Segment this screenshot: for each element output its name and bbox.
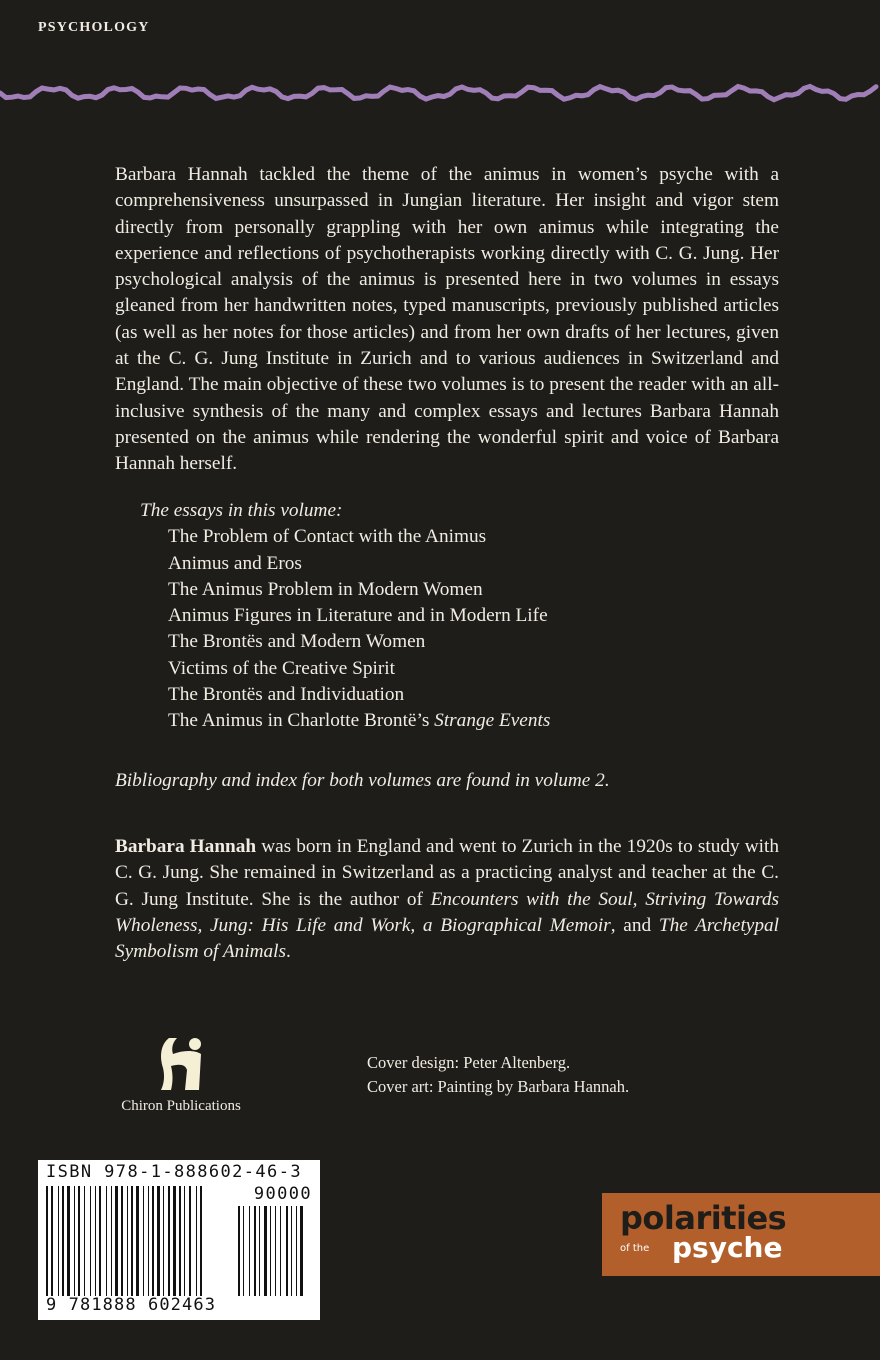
barcode-bar	[254, 1206, 256, 1296]
barcode-bar	[157, 1186, 160, 1296]
series-title-line3: psyche	[672, 1231, 783, 1264]
series-logo	[602, 1193, 880, 1276]
barcode-bar	[300, 1206, 303, 1296]
barcode-bar	[264, 1206, 267, 1296]
barcode-bar	[84, 1186, 85, 1296]
barcode-bar	[238, 1206, 240, 1296]
barcode-bar	[270, 1206, 271, 1296]
essay-list	[140, 524, 780, 734]
author-books: Encounters with the Soul, Striving Towards Wholeness, Jung: His Life and Work, a Biographical Memoir	[115, 888, 780, 936]
publisher-name: Chiron Publications	[121, 1098, 241, 1114]
barcode-bar	[189, 1186, 191, 1296]
barcode-bar	[259, 1206, 260, 1296]
barcode-bar	[67, 1186, 70, 1296]
essay-item	[168, 708, 780, 734]
essay-item: The Problem of Contact with the Animus	[168, 526, 487, 548]
author-bio-text: , and	[610, 914, 659, 936]
barcode-bar	[286, 1206, 288, 1296]
essay-item: Victims of the Creative Spirit	[168, 657, 395, 679]
barcode-bar	[280, 1206, 281, 1296]
series-title-line1: polarities	[620, 1199, 787, 1237]
barcode-digits: 9 781888 602463	[46, 1295, 217, 1315]
essay-list-section	[140, 498, 780, 735]
author-bio	[115, 834, 779, 965]
barcode-bar	[173, 1186, 176, 1296]
publisher-logo	[96, 1034, 266, 1115]
author-bio-text: was born in England and went to Zurich in the 1920s to study with C. G. Jung. She remained in Switzerland as a practicing analyst and teacher at the C. G. Jung Institute. She is the author of	[115, 836, 779, 910]
barcode-bar	[196, 1186, 197, 1296]
barcode-bar	[74, 1186, 75, 1296]
barcode-bar	[115, 1186, 118, 1296]
category-label: PSYCHOLOGY	[38, 20, 150, 35]
barcode-bar	[136, 1186, 139, 1296]
author-bio-text: .	[286, 941, 291, 963]
barcode-bar	[163, 1186, 164, 1296]
isbn-barcode	[38, 1160, 320, 1320]
author-books: The Archetypal Symbolism of Animals	[115, 914, 779, 963]
barcode-bar	[275, 1206, 276, 1296]
author-name: Barbara Hannah	[115, 836, 257, 857]
cover-art-credit: Cover art: Painting by Barbara Hannah.	[367, 1077, 630, 1096]
essay-item: Animus Figures in Literature and in Modern Life	[168, 605, 548, 627]
barcode-bar	[46, 1186, 48, 1296]
barcode-bar	[131, 1186, 133, 1296]
barcode-bar	[148, 1186, 149, 1296]
barcode-bar	[249, 1206, 250, 1296]
essay-item-prefix: The Animus in Charlotte Brontë’s	[168, 710, 435, 732]
barcode-bar	[90, 1186, 91, 1296]
barcode-bar	[99, 1186, 101, 1296]
barcode-bar	[243, 1206, 244, 1296]
barcode-bar	[296, 1206, 297, 1296]
essay-list-intro: The essays in this volume:	[140, 500, 343, 521]
barcode-bar	[121, 1186, 123, 1296]
cover-credits	[367, 1051, 629, 1099]
barcode-bar	[106, 1186, 107, 1296]
essay-item: The Brontës and Individuation	[168, 684, 405, 706]
essay-item-title: Strange Events	[434, 710, 551, 732]
barcode-bar	[51, 1186, 53, 1296]
barcode-bar	[58, 1186, 59, 1296]
essay-item: Animus and Eros	[168, 552, 302, 574]
essay-item: The Brontës and Modern Women	[168, 631, 426, 653]
barcode-bar	[184, 1186, 185, 1296]
barcode-bar	[62, 1186, 64, 1296]
barcode-bar	[152, 1186, 154, 1296]
bibliography-note: Bibliography and index for both volumes are found in volume 2.	[115, 770, 610, 791]
barcode-bar	[143, 1186, 144, 1296]
chiron-logo-icon	[155, 1034, 207, 1092]
essay-item: The Animus Problem in Modern Women	[168, 578, 483, 600]
isbn-label: ISBN 978-1-888602-46-3	[46, 1162, 302, 1182]
barcode-bar	[95, 1186, 96, 1296]
barcode-bar	[200, 1186, 202, 1296]
cover-design-credit: Cover design: Peter Altenberg.	[367, 1053, 571, 1072]
barcode-bar	[78, 1186, 80, 1296]
barcode-bar	[127, 1186, 128, 1296]
barcode-bar	[291, 1206, 292, 1296]
price-code: 90000	[253, 1184, 312, 1204]
series-title-line2: of the	[620, 1243, 650, 1254]
barcode-bar	[179, 1186, 181, 1296]
barcode-bar	[168, 1186, 170, 1296]
wave-divider	[0, 78, 880, 108]
description-blurb: Barbara Hannah tackled the theme of the animus in women’s psyche with a comprehensiveness unsurpassed in Jungian literature. Her insight and vigor stem directly from personally grappling with her own animus while integrating the experience and reflections of psychotherapists working directly with C. G. Jung. Her psychological analysis of the animus is presented here in two volumes in essays gleaned from her handwritten notes, typed manuscripts, previously published articles (as well as her notes for those articles) and from her own drafts of her lectures, given at the C. G. Jung Institute in Zurich and to various audiences in Switzerland and England. The main objective of these two volumes is to present the reader with an all-inclusive synthesis of the many and complex essays and lectures Barbara Hannah presented on the animus while rendering the wonderful spirit and voice of Barbara Hannah herself.	[115, 164, 779, 475]
barcode-bar	[111, 1186, 112, 1296]
